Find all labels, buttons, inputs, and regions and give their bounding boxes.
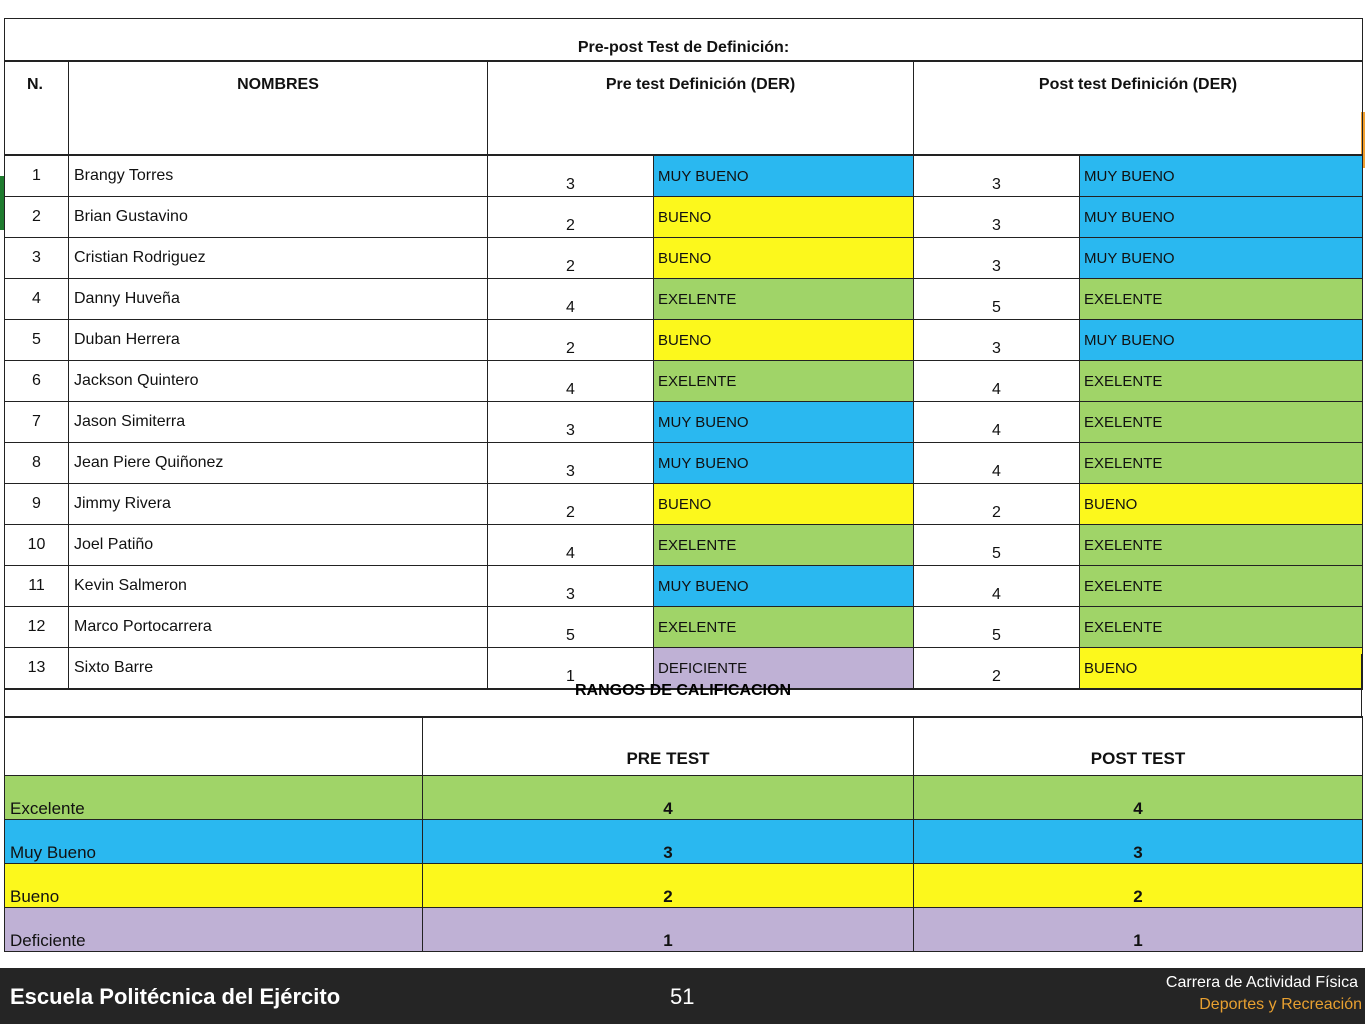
header-names: NOMBRES: [69, 61, 488, 155]
row-number: 9: [5, 484, 69, 525]
post-score: 5: [914, 525, 1080, 566]
pre-score: 2: [488, 238, 654, 279]
pre-level: BUENO: [654, 197, 914, 238]
post-score: 2: [914, 648, 1080, 690]
student-name: Kevin Salmeron: [69, 566, 488, 607]
row-number: 1: [5, 155, 69, 197]
range-row: [5, 908, 1363, 952]
table-row: [5, 566, 1363, 607]
row-number: 8: [5, 443, 69, 484]
career-line-1: Carrera de Actividad Física: [1165, 974, 1358, 991]
range-post-value: 1: [914, 908, 1363, 952]
career-line-2: Deportes y Recreación: [1199, 996, 1362, 1013]
header-post-test: Post test Definición (DER): [914, 61, 1363, 155]
post-level: EXELENTE: [1080, 443, 1363, 484]
table-row: [5, 402, 1363, 443]
student-name: Jason Simiterra: [69, 402, 488, 443]
row-number: 5: [5, 320, 69, 361]
post-level: MUY BUENO: [1080, 238, 1363, 279]
pre-level: EXELENTE: [654, 279, 914, 320]
ranges-header-blank: [5, 717, 423, 776]
pre-score: 4: [488, 279, 654, 320]
table-row: [5, 443, 1363, 484]
table-row: [5, 484, 1363, 525]
pre-score: 3: [488, 155, 654, 197]
table-row: [5, 238, 1363, 279]
range-row: [5, 820, 1363, 864]
pre-score: 1: [488, 648, 654, 690]
post-level: MUY BUENO: [1080, 197, 1363, 238]
table-row: [5, 320, 1363, 361]
pre-score: 5: [488, 607, 654, 648]
post-level: MUY BUENO: [1080, 155, 1363, 197]
pre-score: 2: [488, 197, 654, 238]
post-level: EXELENTE: [1080, 607, 1363, 648]
pre-score: 3: [488, 566, 654, 607]
table-row: [5, 279, 1363, 320]
student-name: Jackson Quintero: [69, 361, 488, 402]
footer-bar: [0, 968, 1365, 1024]
range-label: Bueno: [5, 864, 423, 908]
pre-level: DEFICIENTE: [654, 648, 914, 690]
student-name: Joel Patiño: [69, 525, 488, 566]
pre-score: 3: [488, 443, 654, 484]
pre-score: 4: [488, 361, 654, 402]
ranges-table: [4, 716, 1363, 952]
post-score: 5: [914, 279, 1080, 320]
pre-level: MUY BUENO: [654, 402, 914, 443]
pre-score: 2: [488, 484, 654, 525]
table-row: [5, 361, 1363, 402]
table-row: [5, 155, 1363, 197]
post-score: 3: [914, 320, 1080, 361]
row-number: 11: [5, 566, 69, 607]
post-score: 4: [914, 361, 1080, 402]
student-name: Marco Portocarrera: [69, 607, 488, 648]
pre-level: EXELENTE: [654, 525, 914, 566]
table-title: Pre-post Test de Definición:: [5, 19, 1363, 62]
post-score: 3: [914, 197, 1080, 238]
student-name: Duban Herrera: [69, 320, 488, 361]
student-name: Brangy Torres: [69, 155, 488, 197]
page-number: 51: [670, 984, 695, 1009]
table-row: [5, 607, 1363, 648]
post-level: BUENO: [1080, 648, 1363, 690]
student-name: Cristian Rodriguez: [69, 238, 488, 279]
pre-level: EXELENTE: [654, 361, 914, 402]
pre-level: BUENO: [654, 320, 914, 361]
header-number: N.: [5, 61, 69, 155]
ranges-header-pre: PRE TEST: [423, 717, 914, 776]
row-number: 4: [5, 279, 69, 320]
pre-level: MUY BUENO: [654, 155, 914, 197]
ranges-header-post: POST TEST: [914, 717, 1363, 776]
pre-score: 2: [488, 320, 654, 361]
post-score: 4: [914, 443, 1080, 484]
range-label: Excelente: [5, 776, 423, 820]
range-post-value: 3: [914, 820, 1363, 864]
post-level: EXELENTE: [1080, 361, 1363, 402]
pre-score: 4: [488, 525, 654, 566]
row-number: 10: [5, 525, 69, 566]
ranges-title: RANGOS DE CALIFICACION: [4, 654, 1362, 716]
row-number: 3: [5, 238, 69, 279]
post-level: EXELENTE: [1080, 566, 1363, 607]
range-pre-value: 2: [423, 864, 914, 908]
student-name: Sixto Barre: [69, 648, 488, 690]
pre-level: MUY BUENO: [654, 566, 914, 607]
student-name: Brian Gustavino: [69, 197, 488, 238]
pre-level: EXELENTE: [654, 607, 914, 648]
student-name: Danny Huveña: [69, 279, 488, 320]
post-score: 4: [914, 402, 1080, 443]
header-pre-test: Pre test Definición (DER): [488, 61, 914, 155]
range-row: [5, 864, 1363, 908]
post-score: 3: [914, 155, 1080, 197]
post-score: 2: [914, 484, 1080, 525]
post-level: BUENO: [1080, 484, 1363, 525]
range-label: Deficiente: [5, 908, 423, 952]
range-pre-value: 3: [423, 820, 914, 864]
post-score: 3: [914, 238, 1080, 279]
school-name: Escuela Politécnica del Ejército: [10, 984, 341, 1009]
pre-level: BUENO: [654, 484, 914, 525]
student-name: Jimmy Rivera: [69, 484, 488, 525]
row-number: 12: [5, 607, 69, 648]
row-number: 7: [5, 402, 69, 443]
table-row: [5, 197, 1363, 238]
range-pre-value: 1: [423, 908, 914, 952]
post-level: EXELENTE: [1080, 279, 1363, 320]
row-number: 13: [5, 648, 69, 690]
row-number: 2: [5, 197, 69, 238]
post-level: EXELENTE: [1080, 402, 1363, 443]
pre-level: MUY BUENO: [654, 443, 914, 484]
post-score: 4: [914, 566, 1080, 607]
range-post-value: 4: [914, 776, 1363, 820]
range-row: [5, 776, 1363, 820]
range-label: Muy Bueno: [5, 820, 423, 864]
table-row: [5, 525, 1363, 566]
pre-level: BUENO: [654, 238, 914, 279]
range-post-value: 2: [914, 864, 1363, 908]
results-table: [4, 18, 1363, 690]
pre-score: 3: [488, 402, 654, 443]
post-level: MUY BUENO: [1080, 320, 1363, 361]
range-pre-value: 4: [423, 776, 914, 820]
row-number: 6: [5, 361, 69, 402]
post-score: 5: [914, 607, 1080, 648]
student-name: Jean Piere Quiñonez: [69, 443, 488, 484]
post-level: EXELENTE: [1080, 525, 1363, 566]
